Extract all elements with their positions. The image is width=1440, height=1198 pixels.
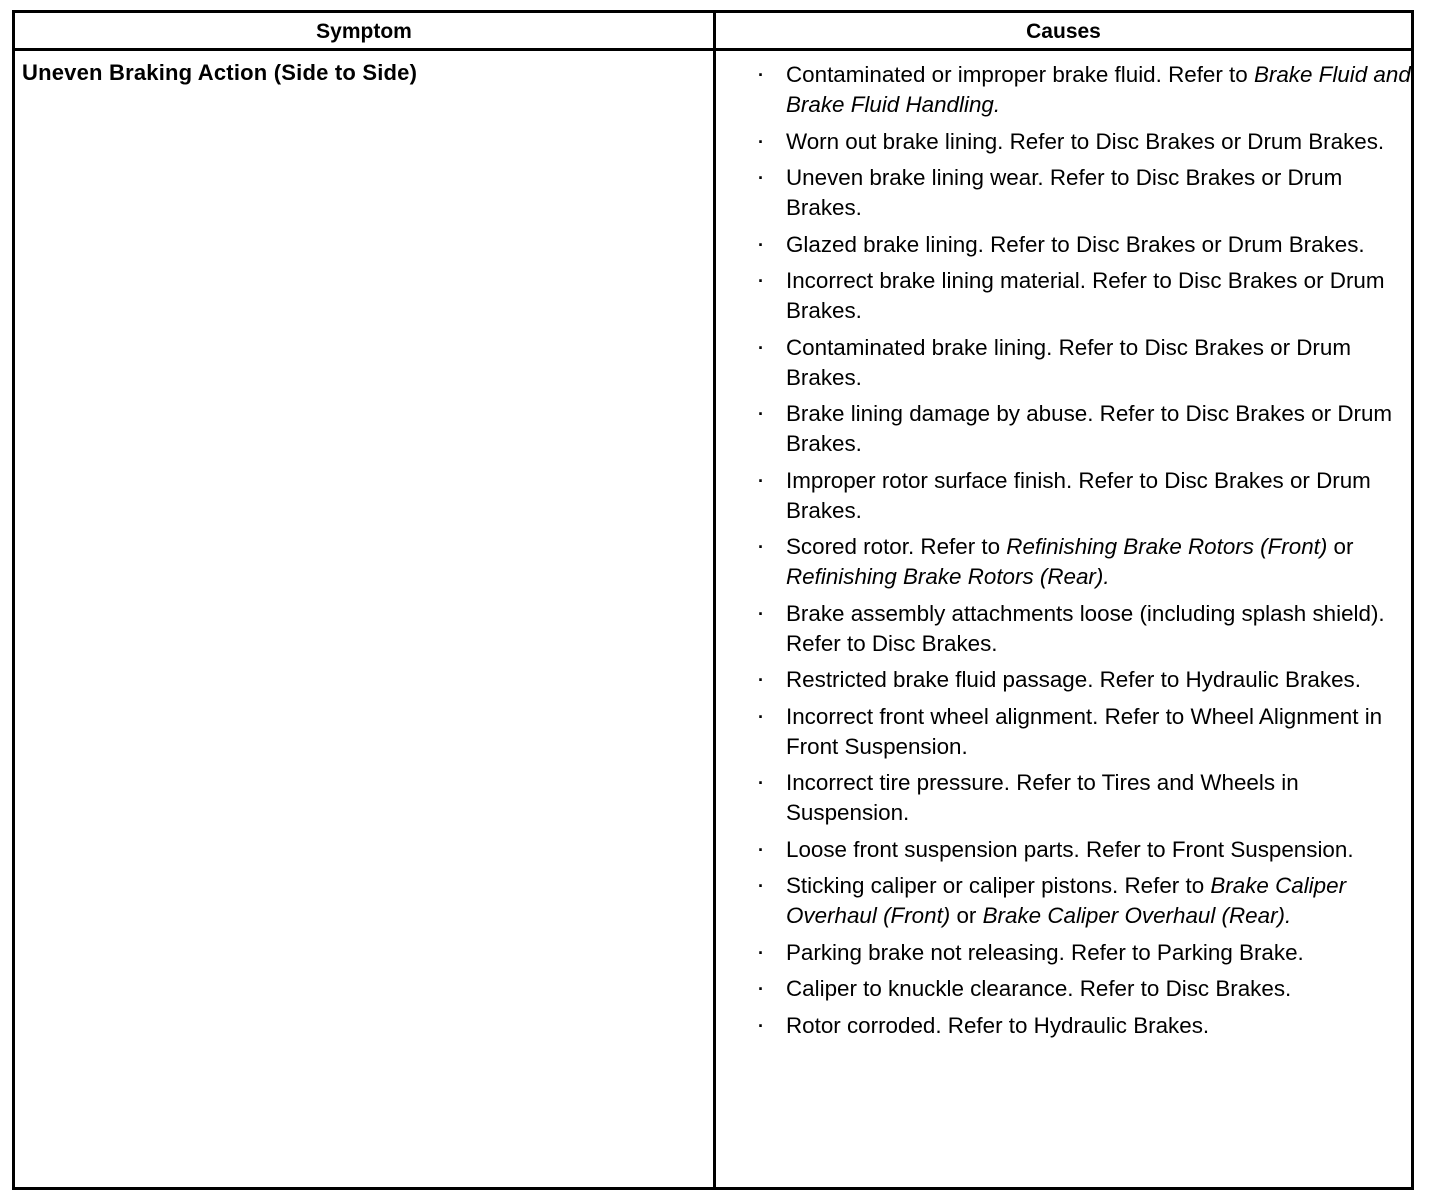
bullet-icon: ·	[758, 670, 764, 690]
bullet-icon: ·	[758, 773, 764, 793]
list-item	[753, 1011, 1413, 1041]
cause-text: Incorrect tire pressure. Refer to Tires and Wheels in Suspension.	[786, 770, 1299, 825]
cause-text: Glazed brake lining. Refer to Disc Brakes or Drum Brakes.	[786, 231, 1365, 257]
bullet-icon: ·	[758, 234, 764, 255]
bullet-icon: ·	[758, 1015, 764, 1036]
bullet-icon: ·	[758, 337, 764, 358]
bullet-icon: ·	[758, 839, 764, 860]
list-item	[753, 466, 1413, 526]
bullet-icon: ·	[758, 603, 764, 624]
cause-text: Brake lining damage by abuse. Refer to Disc Brakes or Drum Brakes.	[786, 401, 1393, 456]
bullet-icon: ·	[758, 537, 764, 557]
cause-text: Worn out brake lining. Refer to Disc Brakes or Drum Brakes.	[786, 128, 1385, 154]
bullet-icon: ·	[758, 470, 764, 491]
cause-text: Contaminated or improper brake fluid. Refer to	[786, 62, 1254, 87]
list-item	[753, 599, 1413, 659]
list-item	[753, 163, 1413, 223]
list-item	[753, 127, 1413, 157]
cause-text: Restricted brake fluid passage. Refer to Hydraulic Brakes.	[786, 667, 1361, 692]
list-item	[753, 266, 1413, 326]
cause-text: Parking brake not releasing. Refer to Parking Brake.	[786, 939, 1304, 965]
list-item	[753, 333, 1413, 393]
list-item	[753, 60, 1413, 120]
list-item	[753, 938, 1413, 968]
causes-list	[753, 60, 1413, 1047]
cause-text: Incorrect brake lining material. Refer to Disc Brakes or Drum Brakes.	[786, 268, 1385, 323]
cause-text: or	[950, 903, 983, 928]
bullet-icon: ·	[758, 271, 764, 291]
cause-text: Loose front suspension parts. Refer to Front Suspension.	[786, 836, 1354, 862]
bullet-icon: ·	[758, 404, 764, 424]
bullet-icon: ·	[758, 942, 764, 963]
list-item	[753, 974, 1413, 1004]
symptom-column-header: Symptom	[316, 20, 412, 43]
list-item	[753, 399, 1413, 459]
cause-text: Improper rotor surface finish. Refer to Disc Brakes or Drum Brakes.	[786, 467, 1371, 523]
list-item	[753, 835, 1413, 865]
cause-text: Contaminated brake lining. Refer to Disc Brakes or Drum Brakes.	[786, 334, 1351, 390]
cause-text: Uneven brake lining wear. Refer to Disc Brakes or Drum Brakes.	[786, 165, 1343, 220]
cause-text: Brake assembly attachments loose (including splash shield). Refer to Disc Brakes.	[786, 600, 1385, 656]
list-item	[753, 665, 1413, 695]
list-item	[753, 871, 1413, 931]
cause-text: Sticking caliper or caliper pistons. Refer to	[786, 873, 1211, 898]
cause-text: Rotor corroded. Refer to Hydraulic Brakes.	[786, 1012, 1210, 1038]
bullet-icon: ·	[758, 168, 764, 188]
cause-reference-text: Brake Caliper Overhaul (Front)	[786, 873, 1347, 928]
cause-text: Caliper to knuckle clearance. Refer to Disc Brakes.	[786, 976, 1292, 1001]
symptom-cell: Uneven Braking Action (Side to Side)	[22, 60, 418, 85]
cause-text: or	[1327, 534, 1354, 559]
cause-text: Scored rotor. Refer to	[786, 534, 1007, 559]
list-item	[753, 702, 1413, 762]
bullet-icon: ·	[758, 979, 764, 999]
column-divider	[713, 13, 716, 1187]
cause-reference-text: Brake Caliper Overhaul (Rear).	[982, 903, 1292, 928]
diagnosis-table	[12, 10, 1414, 1190]
bullet-icon: ·	[758, 876, 764, 896]
list-item	[753, 768, 1413, 828]
cause-reference-text: Refinishing Brake Rotors (Front)	[1006, 534, 1328, 559]
list-item	[753, 532, 1413, 592]
bullet-icon: ·	[758, 706, 764, 727]
bullet-icon: ·	[758, 65, 764, 85]
cause-text: Incorrect front wheel alignment. Refer to Wheel Alignment in Front Suspension.	[786, 703, 1383, 759]
causes-column-header: Causes	[1026, 20, 1101, 43]
bullet-icon: ·	[758, 131, 764, 152]
cause-reference-text: Brake Fluid and Brake Fluid Handling.	[786, 62, 1411, 117]
cause-reference-text: Refinishing Brake Rotors (Rear).	[786, 564, 1110, 589]
list-item	[753, 230, 1413, 260]
